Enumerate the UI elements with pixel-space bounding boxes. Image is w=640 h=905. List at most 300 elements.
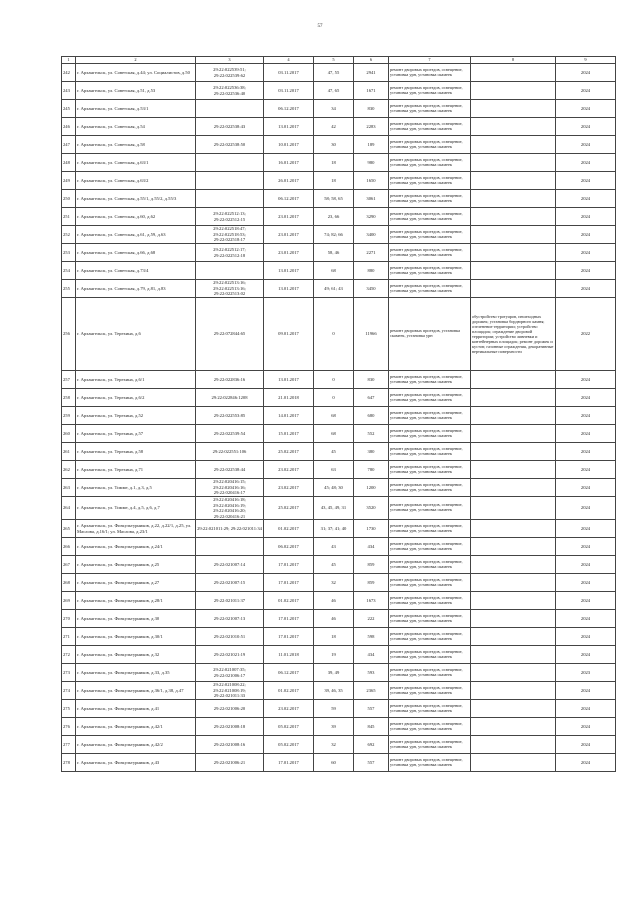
additional-works-cell (471, 389, 556, 407)
additional-works-cell (471, 718, 556, 736)
date-cell: 06.12.2017 (264, 664, 314, 682)
date-cell: 01.02.2017 (264, 592, 314, 610)
table-row (62, 208, 616, 226)
additional-works-cell (471, 100, 556, 118)
table-row (62, 520, 616, 538)
table-row (62, 172, 616, 190)
cadastral-number-cell (196, 100, 264, 118)
count-cell: 58; 58, 65 (314, 190, 354, 208)
row-number: 245 (62, 100, 76, 118)
area-cell: 557 (354, 700, 389, 718)
table-row (62, 136, 616, 154)
date-cell: 23.01.2017 (264, 226, 314, 244)
year-cell: 2024 (556, 262, 616, 280)
address-cell: г. Архангельск, ул. Советская, д.51, д.53 (76, 82, 196, 100)
additional-works-cell (471, 664, 556, 682)
address-cell: г. Архангельск, ул. Терехина, д.58 (76, 443, 196, 461)
additional-works-cell: обустройство тротуаров, пешеходных дорожек; установка бордюрного камня; озеленение территории; устройство площадок; ограждение дворовой территории; устройство ливневки и контейнерных площадок; ремонт дорожек и кустов; газонные ограждения, декоративные вертикальные поверхности (471, 298, 556, 371)
year-cell: 2024 (556, 443, 616, 461)
additional-works-cell (471, 592, 556, 610)
table-row (62, 479, 616, 497)
count-cell: 18 (314, 154, 354, 172)
count-cell: 32 (314, 574, 354, 592)
works-cell: ремонт дворовых проездов, освещение, установка урн, установка скамеек (389, 736, 471, 754)
count-cell: 47, 55 (314, 64, 354, 82)
table-row (62, 371, 616, 389)
area-cell: 1671 (354, 82, 389, 100)
column-number: 3 (196, 57, 264, 64)
additional-works-cell (471, 538, 556, 556)
works-cell: ремонт дворовых проездов, освещение, установка урн, установка скамеек (389, 610, 471, 628)
works-cell: ремонт дворовых проездов, освещение, установка урн, установка скамеек (389, 700, 471, 718)
address-cell: г. Архангельск, ул. Терехина, д.71 (76, 461, 196, 479)
area-cell: 593 (354, 664, 389, 682)
page-number: 57 (317, 24, 323, 29)
table-row (62, 682, 616, 700)
works-cell: ремонт дворовых проездов, освещение, установка урн, установка скамеек (389, 208, 471, 226)
date-cell: 14.01.2017 (264, 407, 314, 425)
cadastral-number-cell: 29:22:022536:38; 29:22:022536:40 (196, 82, 264, 100)
column-number: 1 (62, 57, 76, 64)
additional-works-cell (471, 497, 556, 520)
date-cell: 13.01.2017 (264, 262, 314, 280)
row-number: 246 (62, 118, 76, 136)
table-row (62, 718, 616, 736)
count-cell: 18 (314, 172, 354, 190)
cadastral-number-cell: 29:22:072844:65 (196, 298, 264, 371)
row-number: 263 (62, 479, 76, 497)
year-cell: 2024 (556, 389, 616, 407)
year-cell: 2024 (556, 610, 616, 628)
works-cell: ремонт дворовых проездов, освещение, установка урн, установка скамеек (389, 574, 471, 592)
cadastral-number-cell: 29:22:021011:29; 29:22:021011:34 (196, 520, 264, 538)
area-cell: 598 (354, 628, 389, 646)
year-cell: 2024 (556, 226, 616, 244)
date-cell: 05.02.2017 (264, 718, 314, 736)
row-number: 256 (62, 298, 76, 371)
cadastral-number-cell (196, 538, 264, 556)
table-row (62, 425, 616, 443)
area-cell: 859 (354, 556, 389, 574)
date-cell: 10.01.2017 (264, 136, 314, 154)
cadastral-number-cell: 29:22:021007:15 (196, 574, 264, 592)
column-number: 7 (389, 57, 471, 64)
row-number: 271 (62, 628, 76, 646)
year-cell: 2024 (556, 556, 616, 574)
address-cell: г. Архангельск, ул. Советская, д.44; ул. Социалистов, д.50 (76, 64, 196, 82)
area-cell: 189 (354, 136, 389, 154)
works-cell: ремонт дворовых проездов, освещение, установка урн, установка скамеек (389, 280, 471, 298)
cadastral-number-cell: 29:22:021008:16 (196, 736, 264, 754)
area-cell: 692 (354, 736, 389, 754)
area-cell: 780 (354, 461, 389, 479)
year-cell: 2024 (556, 208, 616, 226)
date-cell: 13.01.2017 (264, 280, 314, 298)
address-cell: г. Архангельск, ул. Советская, д.63/2 (76, 172, 196, 190)
address-cell: г. Архангельск, ул. Терехина, д.6/1 (76, 371, 196, 389)
row-number: 261 (62, 443, 76, 461)
count-cell: 49; 61; 43 (314, 280, 354, 298)
count-cell: 0 (314, 389, 354, 407)
table-row (62, 82, 616, 100)
count-cell: 34 (314, 100, 354, 118)
year-cell: 2024 (556, 82, 616, 100)
year-cell: 2024 (556, 538, 616, 556)
count-cell: 39, 46, 35 (314, 682, 354, 700)
table-row (62, 736, 616, 754)
table-row (62, 646, 616, 664)
count-cell: 58, 46 (314, 244, 354, 262)
works-cell: ремонт дворовых проездов, освещение, установка урн, установка скамеек (389, 244, 471, 262)
area-cell: 557 (354, 754, 389, 772)
table-row (62, 461, 616, 479)
row-number: 268 (62, 574, 76, 592)
area-cell: 222 (354, 610, 389, 628)
date-cell: 17.01.2017 (264, 610, 314, 628)
year-cell: 2024 (556, 754, 616, 772)
works-cell: ремонт дворовых проездов, освещение, установка урн, установка скамеек (389, 118, 471, 136)
area-cell: 434 (354, 538, 389, 556)
count-cell: 63 (314, 461, 354, 479)
table-row (62, 538, 616, 556)
row-number: 264 (62, 497, 76, 520)
table-row (62, 190, 616, 208)
year-cell: 2024 (556, 136, 616, 154)
date-cell: 13.01.2017 (264, 371, 314, 389)
address-cell: г. Архангельск, ул. Тимме, д.1, д.3, д.5 (76, 479, 196, 497)
count-cell: 60 (314, 754, 354, 772)
address-cell: г. Архангельск, ул. Тимме, д.4, д.5, д.6, д.7 (76, 497, 196, 520)
additional-works-cell (471, 574, 556, 592)
works-cell: ремонт дворовых проездов, освещение, установка урн, установка скамеек (389, 64, 471, 82)
table-row (62, 154, 616, 172)
works-cell: ремонт дворовых проездов, освещение, установка урн, установка скамеек (389, 718, 471, 736)
cadastral-number-cell: 29:22:022512:13; 29:22:022512:15 (196, 208, 264, 226)
count-cell: 59 (314, 700, 354, 718)
count-cell: 18 (314, 628, 354, 646)
area-cell: 434 (354, 646, 389, 664)
date-cell: 06.02.2017 (264, 538, 314, 556)
column-number-row (62, 57, 616, 64)
year-cell: 2024 (556, 371, 616, 389)
additional-works-cell (471, 556, 556, 574)
year-cell: 2024 (556, 700, 616, 718)
column-number: 2 (76, 57, 196, 64)
table-row (62, 754, 616, 772)
works-cell: ремонт дворовых проездов, освещение, установка урн, установка скамеек (389, 479, 471, 497)
address-cell: г. Архангельск, ул. Советская, д.60, д.62 (76, 208, 196, 226)
address-cell: г. Архангельск, ул. Физкультурников, д.42/2 (76, 736, 196, 754)
area-cell: 1650 (354, 172, 389, 190)
works-cell: ремонт дворовых проездов, освещение, установка урн, установка скамеек (389, 497, 471, 520)
year-cell: 2024 (556, 718, 616, 736)
row-number: 269 (62, 592, 76, 610)
area-cell: 845 (354, 718, 389, 736)
year-cell: 2024 (556, 736, 616, 754)
year-cell: 2024 (556, 646, 616, 664)
row-number: 267 (62, 556, 76, 574)
date-cell: 23.02.2017 (264, 700, 314, 718)
area-cell: 2271 (354, 244, 389, 262)
works-cell: ремонт дворовых проездов, освещение, установка урн, установка скамеек (389, 461, 471, 479)
row-number: 243 (62, 82, 76, 100)
works-cell: ремонт дворовых проездов, освещение, установка урн, установка скамеек (389, 226, 471, 244)
year-cell: 2022 (556, 298, 616, 371)
area-cell: 380 (354, 443, 389, 461)
date-cell: 26.01.2017 (264, 172, 314, 190)
additional-works-cell (471, 82, 556, 100)
row-number: 275 (62, 700, 76, 718)
date-cell: 03.11.2017 (264, 64, 314, 82)
additional-works-cell (471, 443, 556, 461)
additional-works-cell (471, 154, 556, 172)
additional-works-cell (471, 628, 556, 646)
year-cell: 2024 (556, 479, 616, 497)
address-cell: г. Архангельск, ул. Советская, д.73/4 (76, 262, 196, 280)
additional-works-cell (471, 646, 556, 664)
count-cell: 39, 49 (314, 664, 354, 682)
additional-works-cell (471, 407, 556, 425)
address-cell: г. Архангельск, ул. Физкультурников, д.28/1 (76, 592, 196, 610)
additional-works-cell (471, 244, 556, 262)
year-cell: 2024 (556, 100, 616, 118)
year-cell: 2024 (556, 154, 616, 172)
table-row (62, 664, 616, 682)
area-cell: 980 (354, 154, 389, 172)
address-cell: г. Архангельск, ул. Физкультурников, д.25 (76, 556, 196, 574)
column-number: 5 (314, 57, 354, 64)
year-cell: 2024 (556, 118, 616, 136)
address-cell: г. Архангельск, ул. Советская, д.61, д.59, д.63 (76, 226, 196, 244)
cadastral-number-cell (196, 154, 264, 172)
area-cell: 3290 (354, 208, 389, 226)
cadastral-number-cell: 29:22:022846:1208 (196, 389, 264, 407)
date-cell: 25.02.2017 (264, 497, 314, 520)
address-cell: г. Архангельск, ул. Терехина, д.6/2 (76, 389, 196, 407)
date-cell: 13.01.2017 (264, 118, 314, 136)
works-cell: ремонт дворовых проездов, освещение, установка урн, установка скамеек (389, 371, 471, 389)
row-number: 278 (62, 754, 76, 772)
table-row (62, 497, 616, 520)
row-number: 252 (62, 226, 76, 244)
date-cell: 06.12.2017 (264, 190, 314, 208)
works-cell: ремонт дворовых проездов, освещение, установка урн, установка скамеек (389, 443, 471, 461)
cadastral-number-cell: 29:22:021006:20 (196, 700, 264, 718)
cadastral-number-cell: 29:22:021007:35; 29:22:021006:17 (196, 664, 264, 682)
date-cell: 16.01.2017 (264, 154, 314, 172)
date-cell: 11.01.2018 (264, 646, 314, 664)
row-number: 242 (62, 64, 76, 82)
address-cell: г. Архангельск, ул. Физкультурников, д.33, д.35 (76, 664, 196, 682)
works-cell: ремонт дворовых проездов, освещение, установка урн, установка скамеек (389, 100, 471, 118)
works-cell: ремонт дворовых проездов, освещение, установка урн, установка скамеек (389, 646, 471, 664)
cadastral-number-cell: 29:22:020416:18; 29:22:020416:19; 29:22:020416:20; 29:22:020416:21 (196, 497, 264, 520)
works-cell: ремонт дворовых проездов, освещение, установка урн, установка скамеек (389, 628, 471, 646)
row-number: 277 (62, 736, 76, 754)
area-cell: 3450 (354, 280, 389, 298)
area-cell: 1730 (354, 520, 389, 538)
count-cell: 30 (314, 136, 354, 154)
address-cell: г. Архангельск, ул. Физкультурников, д.22, д.22/1, д.25, ул. Маслова, д.16/1; ул. Маслова, д.23/1 (76, 520, 196, 538)
column-number: 6 (354, 57, 389, 64)
count-cell: 0 (314, 371, 354, 389)
count-cell: 47, 65 (314, 82, 354, 100)
row-number: 259 (62, 407, 76, 425)
row-number: 262 (62, 461, 76, 479)
area-cell: 3400 (354, 226, 389, 244)
area-cell: 2365 (354, 682, 389, 700)
area-cell: 552 (354, 425, 389, 443)
column-number: 4 (264, 57, 314, 64)
additional-works-cell (471, 208, 556, 226)
works-cell: ремонт дворовых проездов, освещение, установка урн, установка скамеек (389, 682, 471, 700)
cadastral-number-cell: 29:22:022539:54 (196, 425, 264, 443)
row-number: 272 (62, 646, 76, 664)
cadastral-number-cell: 29:22:022538:50 (196, 136, 264, 154)
cadastral-number-cell: 29:22:022518:47; 29:22:022518:53; 29:22:022518:17 (196, 226, 264, 244)
date-cell: 15.01.2017 (264, 425, 314, 443)
area-cell: 830 (354, 100, 389, 118)
area-cell: 1673 (354, 592, 389, 610)
area-cell: 830 (354, 371, 389, 389)
additional-works-cell (471, 226, 556, 244)
row-number: 257 (62, 371, 76, 389)
count-cell: 31; 37; 41; 40 (314, 520, 354, 538)
count-cell: 46 (314, 592, 354, 610)
table-row (62, 610, 616, 628)
additional-works-cell (471, 700, 556, 718)
year-cell: 2024 (556, 244, 616, 262)
address-cell: г. Архангельск, ул. Советская, д.58 (76, 136, 196, 154)
table-row (62, 628, 616, 646)
year-cell: 2024 (556, 425, 616, 443)
table-row (62, 226, 616, 244)
table-row (62, 100, 616, 118)
additional-works-cell (471, 425, 556, 443)
row-number: 266 (62, 538, 76, 556)
address-cell: г. Архангельск, ул. Физкультурников, д.27 (76, 574, 196, 592)
count-cell: 23, 66 (314, 208, 354, 226)
count-cell: 43, 45, 49, 31 (314, 497, 354, 520)
date-cell: 23.01.2017 (264, 208, 314, 226)
year-cell: 2024 (556, 461, 616, 479)
additional-works-cell (471, 520, 556, 538)
count-cell: 43 (314, 538, 354, 556)
address-cell: г. Архангельск, ул. Терехина, д.6 (76, 298, 196, 371)
date-cell: 17.01.2017 (264, 556, 314, 574)
address-cell: г. Архангельск, ул. Терехина, д.57 (76, 425, 196, 443)
date-cell: 01.02.2017 (264, 682, 314, 700)
area-cell: 859 (354, 574, 389, 592)
cadastral-number-cell (196, 190, 264, 208)
cadastral-number-cell: 29:22:022551:106 (196, 443, 264, 461)
year-cell: 2024 (556, 190, 616, 208)
table-row (62, 407, 616, 425)
cadastral-number-cell: 29:22:022836:16 (196, 371, 264, 389)
cadastral-number-cell: 29:22:020416:15; 29:22:020416:16; 29:22:020416:17 (196, 479, 264, 497)
cadastral-number-cell: 29:22:022553:85 (196, 407, 264, 425)
count-cell: 45; 48; 30 (314, 479, 354, 497)
area-cell: 3520 (354, 497, 389, 520)
additional-works-cell (471, 736, 556, 754)
address-cell: г. Архангельск, ул. Советская, д.53/1 (76, 100, 196, 118)
year-cell: 2024 (556, 280, 616, 298)
address-cell: г. Архангельск, ул. Физкультурников, д.42/1 (76, 718, 196, 736)
additional-works-cell (471, 479, 556, 497)
date-cell: 25.02.2017 (264, 443, 314, 461)
cadastral-number-cell: 29:22:021007:14 (196, 556, 264, 574)
address-cell: г. Архангельск, ул. Советская, д.54 (76, 118, 196, 136)
row-number: 254 (62, 262, 76, 280)
cadastral-number-cell: 29:22:021008:18 (196, 718, 264, 736)
cadastral-number-cell: 29:22:021006:21 (196, 754, 264, 772)
table-row (62, 700, 616, 718)
row-number: 265 (62, 520, 76, 538)
additional-works-cell (471, 64, 556, 82)
column-number: 8 (471, 57, 556, 64)
works-cell: ремонт дворовых проездов, освещение, установка урн, установка скамеек (389, 136, 471, 154)
cadastral-number-cell: 29:22:022512:17; 29:22:022512:18 (196, 244, 264, 262)
cadastral-number-cell: 29:22:021021:19 (196, 646, 264, 664)
date-cell: 09.01.2017 (264, 298, 314, 371)
improvement-program-table (61, 56, 616, 772)
works-cell: ремонт дворовых проездов, освещение, установка урн, установка скамеек (389, 664, 471, 682)
row-number: 258 (62, 389, 76, 407)
cadastral-number-cell: 29:22:022538:44 (196, 461, 264, 479)
row-number: 253 (62, 244, 76, 262)
row-number: 260 (62, 425, 76, 443)
count-cell: 68 (314, 262, 354, 280)
cadastral-number-cell: 29:22:021007:13 (196, 610, 264, 628)
address-cell: г. Архангельск, ул. Советская, д.55/1, д.55/2, д.55/3 (76, 190, 196, 208)
count-cell: 68 (314, 407, 354, 425)
cadastral-number-cell (196, 262, 264, 280)
table-row (62, 64, 616, 82)
year-cell: 2023 (556, 664, 616, 682)
table-row (62, 244, 616, 262)
year-cell: 2024 (556, 64, 616, 82)
additional-works-cell (471, 172, 556, 190)
year-cell: 2024 (556, 574, 616, 592)
row-number: 270 (62, 610, 76, 628)
works-cell: ремонт дворовых проездов, освещение, установка урн, установка скамеек (389, 389, 471, 407)
works-cell: ремонт дворовых проездов, освещение, установка урн, установка скамеек (389, 425, 471, 443)
column-number: 9 (556, 57, 616, 64)
table-row (62, 389, 616, 407)
count-cell: 42 (314, 118, 354, 136)
table-row (62, 592, 616, 610)
additional-works-cell (471, 136, 556, 154)
additional-works-cell (471, 118, 556, 136)
year-cell: 2024 (556, 172, 616, 190)
address-cell: г. Архангельск, ул. Физкультурников, д.43 (76, 754, 196, 772)
cadastral-number-cell: 29:22:022539:51; 29:22:022539:62 (196, 64, 264, 82)
cadastral-number-cell (196, 172, 264, 190)
date-cell: 23.01.2017 (264, 244, 314, 262)
address-cell: г. Архангельск, ул. Физкультурников, д.30/1 (76, 628, 196, 646)
address-cell: г. Архангельск, ул. Советская, д.63/1 (76, 154, 196, 172)
row-number: 250 (62, 190, 76, 208)
area-cell: 3061 (354, 190, 389, 208)
table-row (62, 574, 616, 592)
year-cell: 2024 (556, 497, 616, 520)
table-row (62, 556, 616, 574)
count-cell: 45 (314, 556, 354, 574)
area-cell: 680 (354, 407, 389, 425)
year-cell: 2024 (556, 407, 616, 425)
row-number: 249 (62, 172, 76, 190)
count-cell: 0 (314, 298, 354, 371)
